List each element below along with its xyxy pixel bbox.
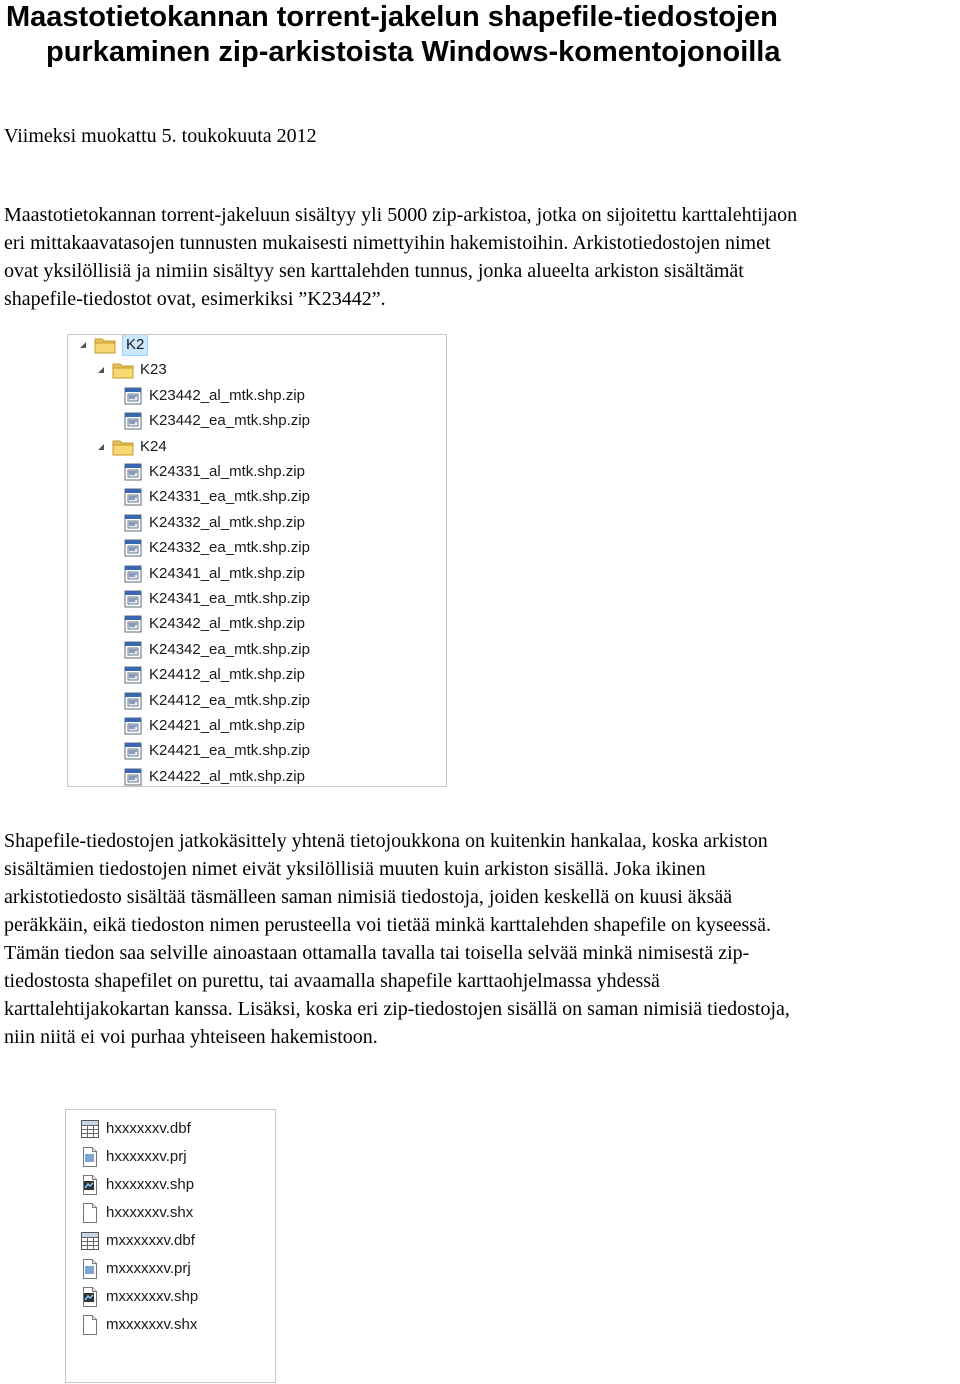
file-list-item[interactable] [80, 1172, 194, 1198]
paragraph-line: Tämän tiedon saa selville ainoastaan ottamalla tavalla tai toisella selvää minkä nimisestä zip- [4, 942, 750, 964]
zip-file-icon [123, 665, 143, 685]
file-name: K24341_al_mtk.shp.zip [149, 565, 305, 582]
zip-file-icon [123, 640, 143, 660]
file-name: K24412_ea_mtk.shp.zip [149, 692, 310, 709]
file-name: mxxxxxxv.shx [106, 1316, 198, 1333]
file-name: mxxxxxxv.shp [106, 1288, 199, 1305]
table-file-icon [80, 1118, 100, 1140]
paragraph-line: sisältämien tiedostojen nimet eivät yksilöllisiä muuten kuin arkiston sisällä. Joka ikinen [4, 858, 706, 880]
paragraph-line: Shapefile-tiedostojen jatkokäsittely yhtenä tietojoukkona on kuitenkin hankalaa, koska arkiston [4, 830, 768, 852]
zip-file-icon [123, 386, 143, 406]
file-list-item[interactable] [80, 1312, 197, 1338]
folder-name: K24 [140, 438, 167, 455]
text-file-icon [80, 1146, 100, 1168]
tree-folder-item[interactable] [78, 334, 148, 357]
file-name: K24332_al_mtk.shp.zip [149, 514, 305, 531]
expand-toggle-icon[interactable] [96, 442, 106, 452]
tree-file-item[interactable] [123, 663, 305, 687]
file-name: K24341_ea_mtk.shp.zip [149, 590, 310, 607]
tree-file-item[interactable] [123, 765, 305, 787]
paragraph-line: ovat yksilöllisiä ja nimiin sisältyy sen karttalehden tunnus, jonka alueelta arkiston sisältämät [4, 260, 744, 282]
shape-file-icon [80, 1174, 100, 1196]
tree-file-item[interactable] [123, 485, 310, 509]
file-list-item[interactable] [80, 1284, 198, 1310]
paragraph-line: peräkkäin, eikä tiedoston nimen perusteella voi tietää minkä karttalehden shapefile on kyseessä. [4, 914, 771, 936]
zip-file-icon [123, 462, 143, 482]
file-name: K24342_ea_mtk.shp.zip [149, 641, 310, 658]
file-name: K24342_al_mtk.shp.zip [149, 615, 305, 632]
paragraph-line: niin niitä ei voi purhaa yhteiseen hakemistoon. [4, 1026, 378, 1048]
zip-file-icon [123, 716, 143, 736]
shape-file-icon [80, 1286, 100, 1308]
intro-paragraph [4, 201, 959, 313]
table-file-icon [80, 1230, 100, 1252]
zip-file-icon [123, 564, 143, 584]
zip-file-icon [123, 538, 143, 558]
file-list-item[interactable] [80, 1116, 191, 1142]
zip-file-icon [123, 487, 143, 507]
zip-file-icon [123, 767, 143, 787]
paragraph-line: Maastotietokannan torrent-jakeluun sisältyy yli 5000 zip-arkistoa, jotka on sijoitettu karttalehtijaon [4, 204, 798, 226]
tree-file-item[interactable] [123, 460, 305, 484]
folder-tree-screenshot [67, 334, 447, 787]
file-name: hxxxxxxv.prj [106, 1148, 187, 1165]
file-name: K24412_al_mtk.shp.zip [149, 666, 305, 683]
zip-file-icon [123, 513, 143, 533]
file-name: K24332_ea_mtk.shp.zip [149, 539, 310, 556]
file-name: K23442_al_mtk.shp.zip [149, 387, 305, 404]
document-title [6, 0, 956, 70]
zip-file-icon [123, 589, 143, 609]
file-list-item[interactable] [80, 1228, 195, 1254]
problem-paragraph [4, 827, 959, 1051]
blank-file-icon [80, 1202, 100, 1224]
folder-icon [94, 336, 116, 354]
tree-file-item[interactable] [123, 562, 305, 586]
file-list-screenshot [65, 1109, 276, 1383]
folder-icon [112, 438, 134, 456]
file-list-item[interactable] [80, 1256, 191, 1282]
paragraph-line: tiedostosta shapefilet on purettu, tai avaamalla shapefile karttaohjelmassa yhdessä [4, 970, 660, 992]
file-list-item[interactable] [80, 1144, 187, 1170]
expand-toggle-icon[interactable] [78, 340, 88, 350]
tree-file-item[interactable] [123, 384, 305, 408]
zip-file-icon [123, 614, 143, 634]
file-name: mxxxxxxv.dbf [106, 1232, 195, 1249]
tree-file-item[interactable] [123, 638, 310, 662]
file-name: hxxxxxxv.dbf [106, 1120, 191, 1137]
tree-folder-item[interactable] [96, 435, 167, 459]
paragraph-line: karttalehtijakokartan kanssa. Lisäksi, koska eri zip-tiedostojen sisällä on saman nimisiä tiedostoja, [4, 998, 790, 1020]
folder-name: K23 [140, 361, 167, 378]
file-name: K24421_ea_mtk.shp.zip [149, 742, 310, 759]
file-name: K24331_al_mtk.shp.zip [149, 463, 305, 480]
tree-file-item[interactable] [123, 612, 305, 636]
last-modified: Viimeksi muokattu 5. toukokuuta 2012 [4, 125, 317, 147]
title-line: Maastotietokannan torrent-jakelun shapefile-tiedostojen [6, 1, 778, 33]
file-name: K23442_ea_mtk.shp.zip [149, 412, 310, 429]
tree-folder-item[interactable] [96, 358, 167, 382]
file-list-item[interactable] [80, 1200, 193, 1226]
paragraph-line: eri mittakaavatasojen tunnusten mukaisesti nimettyihin hakemistoihin. Arkistotiedostojen nimet [4, 232, 771, 254]
tree-file-item[interactable] [123, 714, 305, 738]
tree-file-item[interactable] [123, 689, 310, 713]
file-name: K24331_ea_mtk.shp.zip [149, 488, 310, 505]
zip-file-icon [123, 741, 143, 761]
file-name: K24422_al_mtk.shp.zip [149, 768, 305, 785]
file-name: mxxxxxxv.prj [106, 1260, 191, 1277]
file-name: hxxxxxxv.shp [106, 1176, 195, 1193]
tree-file-item[interactable] [123, 587, 310, 611]
file-name: hxxxxxxv.shx [106, 1204, 194, 1221]
paragraph-line: shapefile-tiedostot ovat, esimerkiksi ”K23442”. [4, 288, 386, 310]
blank-file-icon [80, 1314, 100, 1336]
title-line: purkaminen zip-arkistoista Windows-komentojonoilla [46, 36, 781, 68]
zip-file-icon [123, 691, 143, 711]
text-file-icon [80, 1258, 100, 1280]
paragraph-line: arkistotiedosto sisältää täsmälleen saman nimisiä tiedostoja, joiden keskellä on kuusi äksää [4, 886, 733, 908]
tree-file-item[interactable] [123, 739, 310, 763]
file-name: K24421_al_mtk.shp.zip [149, 717, 305, 734]
tree-file-item[interactable] [123, 536, 310, 560]
folder-name: K2 [122, 334, 148, 356]
tree-file-item[interactable] [123, 409, 310, 433]
expand-toggle-icon[interactable] [96, 365, 106, 375]
folder-icon [112, 361, 134, 379]
tree-file-item[interactable] [123, 511, 305, 535]
zip-file-icon [123, 411, 143, 431]
